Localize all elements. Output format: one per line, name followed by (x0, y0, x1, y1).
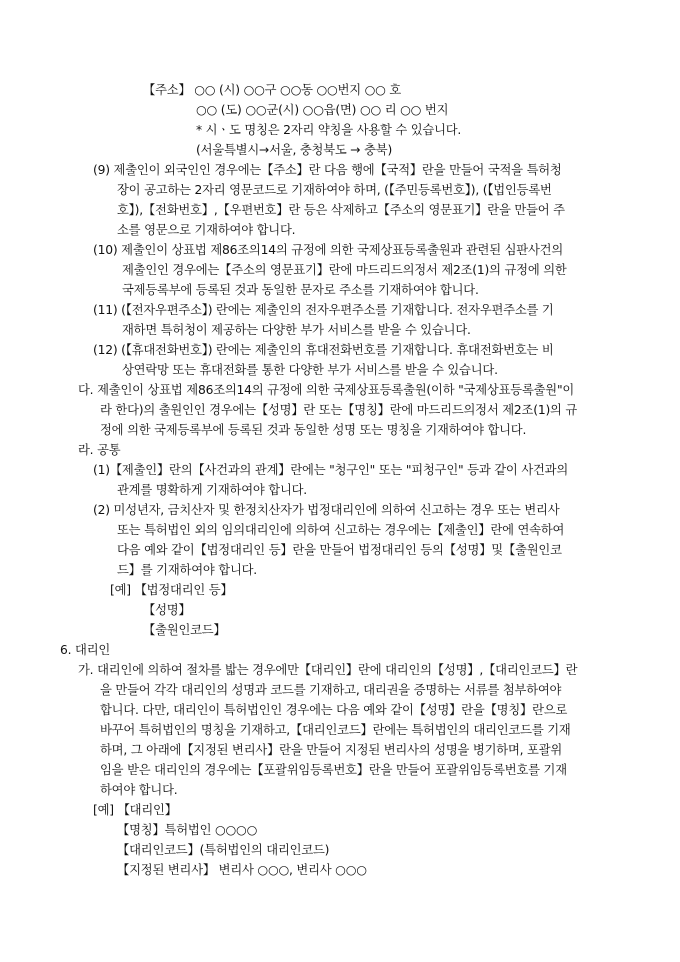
common-item-1-line-1: (1)【제출인】란의【사건과의 관계】란에는 "청구인" 또는 "피청구인" 등과 같이 사건과의 (93, 463, 569, 477)
item-12-line-2: 상연락망 또는 휴대전화를 통한 다양한 부가 서비스를 받을 수 있습니다. (122, 363, 498, 377)
section-da-line-1: 다. 제출인이 상표법 제86조의14의 규정에 의한 국제상표등록출원(이하 "국제상표등록출원"이 (78, 383, 575, 397)
section-da-line-3: 정에 의한 국제등록부에 등록된 것과 동일한 성명 또는 명칭을 기재하여야 합니다. (100, 423, 527, 437)
address-note: * 시ㆍ도 명칭은 2자리 약칭을 사용할 수 있습니다. (196, 123, 462, 137)
item-9-line-1: (9) 제출인이 외국인인 경우에는【주소】란 다음 행에【국적】란을 만들어 국적을 특허청 (93, 163, 562, 177)
address-note-example: (서울특별시→서울, 충청북도 → 충북) (196, 143, 393, 157)
example-agent-code: 【대리인코드】(특허법인의 대리인코드) (117, 843, 330, 857)
section-6-ga-line-4: 바꾸어 특허법인의 명칭을 기재하고,【대리인코드】란에는 특허법인의 대리인코드를 기재 (100, 723, 571, 737)
section-ra-heading: 라. 공통 (78, 443, 121, 457)
section-6-ga-line-3: 합니다. 다만, 대리인이 특허법인인 경우에는 다음 예와 같이【성명】란을【명칭】란으로 (100, 703, 568, 717)
item-11-line-2: 재하면 특허청이 제공하는 다양한 부가 서비스를 받을 수 있습니다. (122, 323, 471, 337)
item-9-line-4: 소를 영문으로 기재하여야 합니다. (117, 223, 296, 237)
item-9-line-3: 호】),【전화번호】,【우편번호】란 등은 삭제하고【주소의 영문표기】란을 만들어 주 (117, 203, 565, 217)
item-10-line-1: (10) 제출인이 상표법 제86조의14의 규정에 의한 국제상표등록출원과 관련된 심판사건의 (93, 243, 564, 257)
section-6-heading: 6. 대리인 (60, 643, 111, 657)
example-legal-rep: [예] 【법정대리인 등】 (110, 583, 233, 597)
item-10-line-2: 제출인인 경우에는【주소의 영문표기】란에 마드리드의정서 제2조(1)의 규정에 의한 (122, 263, 567, 277)
section-6-ga-line-1: 가. 대리인에 의하여 절차를 밟는 경우에만【대리인】란에 대리인의【성명】,【대리인코드】란 (78, 663, 578, 677)
section-6-ga-line-5: 하며, 그 아래에【지정된 변리사】란을 만들어 지정된 변리사의 성명을 병기하며, 포괄위 (100, 743, 563, 757)
address-format-line-1: 【주소】 ○○ (시) ○○구 ○○동 ○○번지 ○○ 호 (143, 83, 402, 97)
example-designated-attorney: 【지정된 변리사】 변리사 ○○○, 변리사 ○○○ (117, 863, 367, 877)
common-item-2-line-3: 다음 예와 같이【법정대리인 등】란을 만들어 법정대리인 등의【성명】및【출원인코 (117, 543, 562, 557)
example-name-field: 【성명】 (143, 603, 191, 617)
example-firm-name: 【명칭】특허법인 ○○○○ (117, 823, 258, 837)
section-da-line-2: 라 한다)의 출원인인 경우에는【성명】란 또는【명칭】란에 마드리드의정서 제2조(1)의 규 (100, 403, 578, 417)
item-9-line-2: 장이 공고하는 2자리 영문코드로 기재하여야 하며, (【주민등록번호】), (【법인등록번 (117, 183, 552, 197)
common-item-1-line-2: 관계를 명확하게 기재하여야 합니다. (117, 483, 308, 497)
common-item-2-line-1: (2) 미성년자, 금치산자 및 한정치산자가 법정대리인에 의하여 신고하는 경우 또는 변리사 (93, 503, 560, 517)
item-11-line-1: (11) (【전자우편주소】) 란에는 제출인의 전자우편주소를 기재합니다. 전자우편주소를 기 (93, 303, 554, 317)
common-item-2-line-4: 드】를 기재하여야 합니다. (117, 563, 258, 577)
example-agent: [예] 【대리인】 (93, 803, 177, 817)
address-format-line-2: ○○ (도) ○○군(시) ○○읍(면) ○○ 리 ○○ 번지 (196, 103, 449, 117)
section-6-ga-line-2: 을 만들어 각각 대리인의 성명과 코드를 기재하고, 대리권을 증명하는 서류를 첨부하여야 (100, 683, 562, 697)
section-6-ga-line-6: 임을 받은 대리인의 경우에는【포괄위임등록번호】란을 만들어 포괄위임등록번호를 기재 (100, 763, 567, 777)
item-12-line-1: (12) (【휴대전화번호】) 란에는 제출인의 휴대전화번호를 기재합니다. 휴대전화번호는 비 (93, 343, 554, 357)
example-applicant-code-field: 【출원인코드】 (143, 623, 226, 637)
item-10-line-3: 국제등록부에 등록된 것과 동일한 문자로 주소를 기재하여야 합니다. (122, 283, 479, 297)
section-6-ga-line-7: 하여야 합니다. (100, 783, 178, 797)
common-item-2-line-2: 또는 특허법인 외의 임의대리인에 의하여 신고하는 경우에는【제출인】란에 연속하여 (117, 523, 565, 537)
